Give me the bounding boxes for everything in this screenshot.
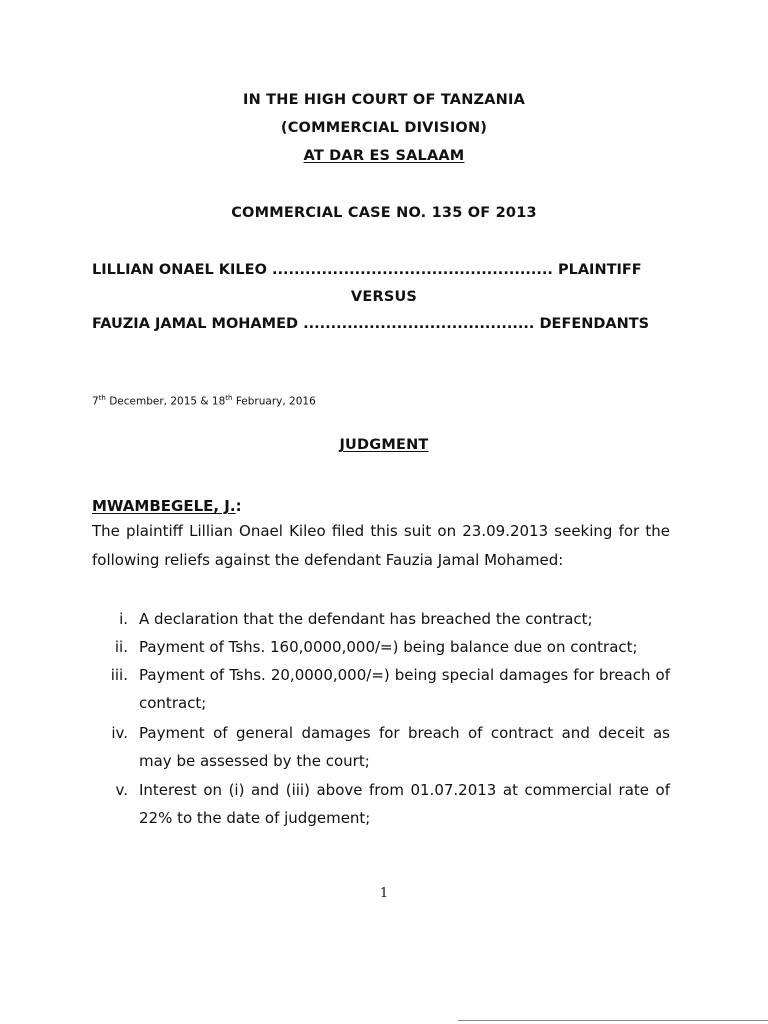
scan-edge-line xyxy=(458,1020,768,1021)
date1-sup: th xyxy=(98,394,106,402)
court-location xyxy=(0,148,768,164)
relief-number: ii. xyxy=(114,638,128,656)
relief-text: Interest on (i) and (iii) above from 01.07.2013 at commercial rate of 22% to the date of judgement; xyxy=(139,781,670,827)
court-location-text: AT DAR ES SALAAM xyxy=(303,148,465,164)
plaintiff-line xyxy=(92,262,642,278)
intro-paragraph: The plaintiff Lillian Onael Kileo filed this suit on 23.09.2013 seeking for the following reliefs against the defendant Fauzia Jamal Mohamed: xyxy=(92,522,670,569)
hearing-dates xyxy=(92,394,316,408)
versus-label: VERSUS xyxy=(350,289,418,305)
court-division: (COMMERCIAL DIVISION) xyxy=(280,120,488,136)
defendant-leader-dots: .......................................... xyxy=(303,316,535,332)
relief-number: i. xyxy=(119,610,128,628)
defendant-line xyxy=(92,316,649,332)
plaintiff-leader-dots: ................................................... xyxy=(271,262,553,278)
page-number: 1 xyxy=(379,886,389,901)
relief-text: Payment of general damages for breach of contract and deceit as may be assessed by the court; xyxy=(139,724,670,770)
judge-name-text: MWAMBEGELE, J. xyxy=(92,497,236,515)
case-number: COMMERCIAL CASE NO. 135 OF 2013 xyxy=(231,205,537,221)
defendant-name: FAUZIA JAMAL MOHAMED xyxy=(92,316,299,332)
relief-text: A declaration that the defendant has breached the contract; xyxy=(139,610,593,628)
date2-rest: February, 2016 xyxy=(232,395,316,408)
plaintiff-name: LILLIAN ONAEL KILEO xyxy=(92,262,267,278)
relief-number: iv. xyxy=(111,724,128,742)
relief-text: Payment of Tshs. 160,0000,000/=) being balance due on contract; xyxy=(139,638,638,656)
judge-colon: : xyxy=(235,497,242,515)
plaintiff-role: PLAINTIFF xyxy=(557,262,642,278)
date2-sup: th xyxy=(225,394,233,402)
relief-number: iii. xyxy=(110,666,128,684)
defendant-role: DEFENDANTS xyxy=(539,316,650,332)
date2-day: 18 xyxy=(211,395,226,408)
date1-rest: December, 2015 & xyxy=(105,395,212,408)
relief-text: Payment of Tshs. 20,0000,000/=) being special damages for breach of contract; xyxy=(139,666,670,712)
judge-name xyxy=(92,497,242,515)
court-name: IN THE HIGH COURT OF TANZANIA xyxy=(242,92,526,108)
relief-number: v. xyxy=(115,781,128,799)
date1-day: 7 xyxy=(92,395,99,408)
judgment-title xyxy=(0,437,768,453)
judgment-title-text: JUDGMENT xyxy=(339,437,429,453)
